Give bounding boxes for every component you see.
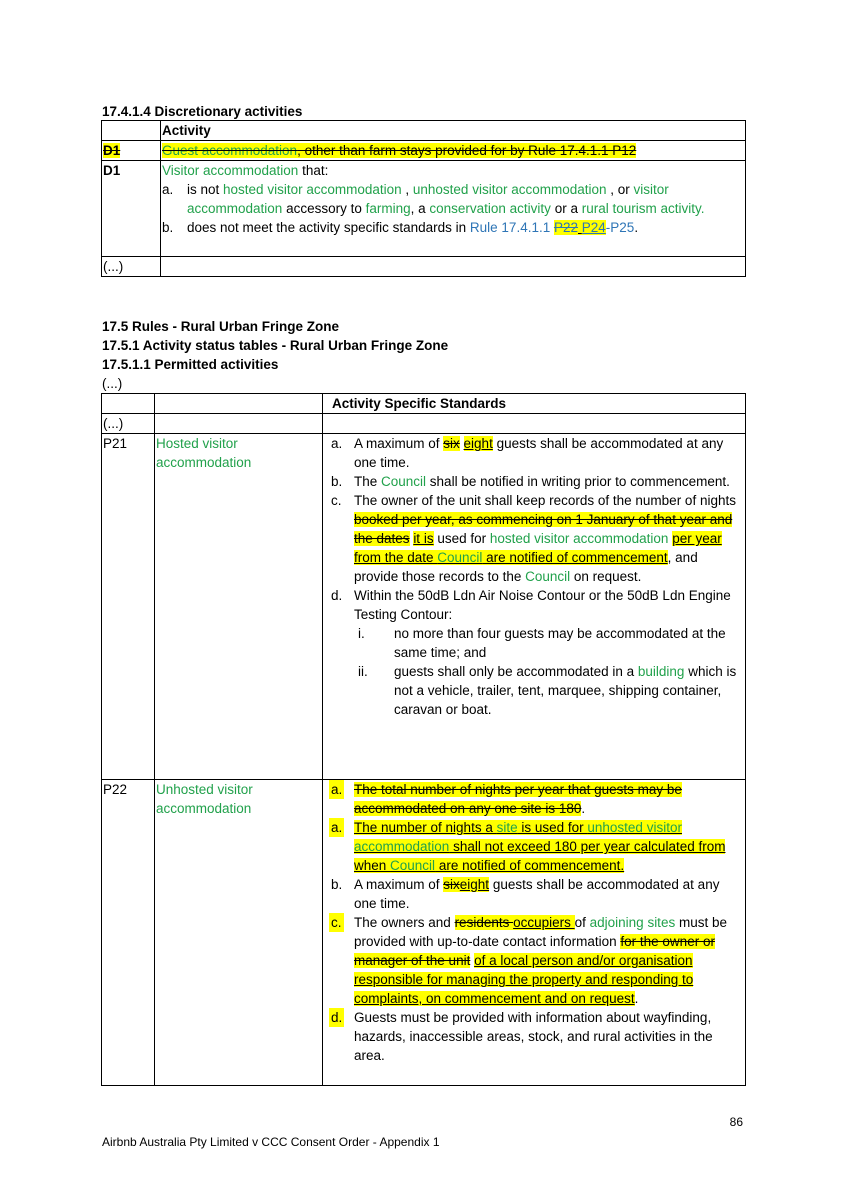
page-number: 86	[729, 1115, 743, 1129]
list-item: d. Within the 50dB Ldn Air Noise Contour or the 50dB Ldn Engine Testing Contour: i. no more than four guests may be accommodated at the same time; and ii. guests shall only be accommodated in a building which is not a vehicle, trailer, tent, marquee, shipping container, caravan or boat.	[324, 586, 745, 719]
section-heading-discretionary: 17.4.1.4 Discretionary activities	[102, 104, 303, 119]
table-row: (...)	[102, 257, 746, 277]
list-item: b. does not meet the activity specific standards in Rule 17.4.1.1 P22 P24-P25.	[162, 220, 639, 235]
list-item: a. A maximum of six eight guests shall be accommodated at any one time.	[331, 436, 724, 470]
activity-standards	[323, 434, 746, 780]
column-header-standards: Activity Specific Standards	[323, 394, 746, 414]
activity-name: Unhosted visitor accommodation	[155, 780, 323, 1086]
footer-text: Airbnb Australia Pty Limited v CCC Consent Order - Appendix 1	[102, 1135, 440, 1149]
list-item: i. no more than four guests may be accommodated at the same time; and	[358, 626, 726, 660]
rule-code: D1	[102, 161, 161, 257]
table-header-row	[102, 121, 746, 141]
list-item: b. The Council shall be notified in writing prior to commencement.	[331, 474, 730, 489]
permitted-activities-table	[101, 393, 746, 1086]
rule-code: P21	[102, 434, 155, 780]
table-row	[102, 161, 746, 257]
list-item: a. The total number of nights per year that guests may be accommodated on any one site is 180.	[331, 782, 682, 816]
list-item: ii. guests shall only be accommodated in a building which is not a vehicle, trailer, tent, marquee, shipping container, caravan or boat.	[358, 664, 737, 717]
section-heading-rules: 17.5 Rules - Rural Urban Fringe Zone	[102, 319, 340, 334]
list-item: c. The owner of the unit shall keep records of the number of nights booked per year, as commencing on 1 January of that year and the dates it is used for hosted visitor accommodation per year from the date Council are notified of commencement, and provide those records to the Council on request.	[331, 493, 736, 584]
rule-code: P22	[102, 780, 155, 1086]
table-row: (...)	[102, 414, 746, 434]
table-row	[102, 141, 746, 161]
list-item: a. The number of nights a site is used for unhosted visitor accommodation shall not exceed 180 per year calculated from when Council are notified of commencement.	[331, 820, 726, 873]
list-item: d. Guests must be provided with information about wayfinding, hazards, inaccessible areas, stock, and rural activities in the area.	[331, 1010, 713, 1063]
column-header-activity: Activity	[161, 121, 746, 141]
list-item: c. The owners and residents occupiers of adjoining sites must be provided with up-to-date contact information for the owner or manager of the unit of a local person and/or organisation responsible for managing the property and responding to complaints, on commencement and on request.	[331, 915, 727, 1006]
table-header-row	[102, 394, 746, 414]
discretionary-activities-table	[101, 120, 746, 277]
rule-code: D1	[103, 143, 121, 158]
list-item: a. is not hosted visitor accommodation , unhosted visitor accommodation , or visitor accommodation accessory to farming, a conservation activity or a rural tourism activity.	[162, 182, 705, 216]
section-heading-permitted: 17.5.1.1 Permitted activities	[102, 357, 279, 372]
activity-name: Hosted visitor accommodation	[155, 434, 323, 780]
struck-activity-text: Guest accommodation, other than farm stays provided for by Rule 17.4.1.1 P12	[162, 143, 637, 158]
table-row-p21	[102, 434, 746, 780]
section-heading-status-tables: 17.5.1 Activity status tables - Rural Urban Fringe Zone	[102, 338, 449, 353]
list-item: b. A maximum of sixeight guests shall be accommodated at any one time.	[331, 877, 720, 911]
activity-description: Visitor accommodation that: a. is not hosted visitor accommodation , unhosted visitor accommodation , or visitor accommodation accessory to farming, a conservation activity or a rural tourism activity. b. does not meet the activity specific standards in Rule 17.4.1.1 P22 P24-P25.	[161, 161, 746, 257]
rule-reference: Rule 17.4.1.1	[469, 220, 554, 235]
table-row-p22	[102, 780, 746, 1086]
ellipsis: (...)	[102, 376, 123, 391]
activity-standards	[323, 780, 746, 1086]
